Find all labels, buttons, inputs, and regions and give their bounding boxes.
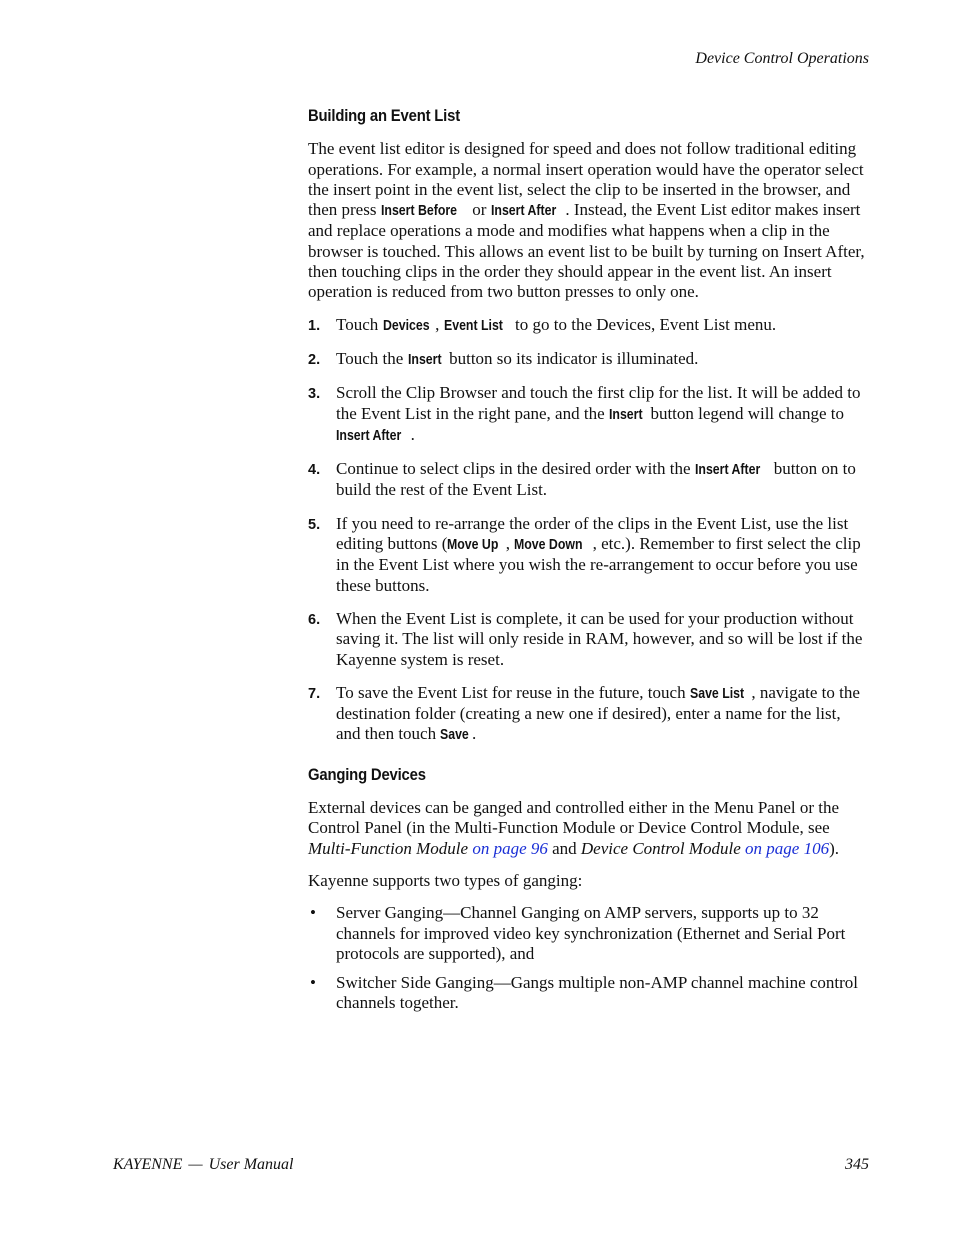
bullet-icon: • [310,973,316,993]
list-item [308,973,868,1014]
step-number: 5. [308,516,321,533]
step-number: 7. [308,685,321,702]
text: . Instead, the Event List editor makes insert and replace operations a mode and modifies what happens when a clip in the browser is touched. This allows an event list to be built by turning on Insert After, then touching clips in the order they should appear in the event list. An insert operation is reduced from two button presses to only one. [308,200,865,302]
step-number: 3. [308,386,321,403]
xref-title-multi-function: Multi-Function Module [308,838,469,858]
text: , [435,314,444,334]
ui-label-insert-after: Insert After [490,203,556,220]
step-number: 1. [308,317,321,334]
page-number: 345 [845,1156,869,1173]
text: To save the Event List for reuse in the future, touch [336,682,690,702]
step-6 [308,609,868,670]
ui-label-save: Save [440,727,470,744]
text: button legend will change to [646,403,845,423]
ui-label-move-down: Move Down [514,537,583,554]
ganging-types-intro: Kayenne supports two types of ganging: [308,870,583,890]
intro-paragraph [308,139,868,302]
xref-link-page-96[interactable]: on page 96 [468,838,548,858]
ui-label-insert-after: Insert After [336,427,402,444]
xref-title-device-control: Device Control Module [580,838,741,858]
text: , navigate to the destination folder (creating a new one if desired), enter a name for the list, and then touch [336,682,860,744]
steps-list [308,315,868,746]
text: . [410,424,415,444]
step-5 [308,514,868,596]
ui-label-event-list: Event List [443,317,503,334]
footer-doc-title [113,1156,293,1174]
text: When the Event List is complete, it can be used for your production without saving it. The list will only reside in RAM, however, and so will be lost if the Kayenne system is reset. [336,608,863,669]
ui-label-devices: Devices [382,317,430,334]
separator: — [188,1156,203,1173]
ui-label-save-list: Save List [689,685,744,702]
text: Touch [336,314,383,334]
step-1 [308,315,868,336]
step-number: 2. [308,351,321,368]
text: button on to build the rest of the Event List. [336,459,856,500]
section-heading-ganging: Ganging Devices [308,765,426,784]
text: The event list editor is designed for speed and does not follow traditional editing operations. For example, a normal insert operation would have the operator select the insert point in the event list, select the clip to be inserted in the browser, and then press [308,139,864,220]
text: Server Ganging—Channel Ganging on AMP servers, supports up to 32 channels for improved video key synchronization (Ethernet and Serial Port protocols are supported), and [336,903,846,963]
running-header: Device Control Operations [695,50,869,67]
text: button so its indicator is illuminated. [444,348,699,368]
step-4 [308,459,868,501]
ui-label-insert-before: Insert Before [380,203,457,220]
step-number: 6. [308,611,321,628]
text: Continue to select clips in the desired order with the [336,459,695,479]
text: Switcher Side Ganging—Gangs multiple non-AMP channel machine control channels together. [336,973,859,1013]
step-7 [308,683,868,746]
ui-label-insert: Insert [407,351,442,368]
step-3 [308,383,868,446]
ganging-paragraph [308,798,868,859]
text: , [505,534,515,554]
text: External devices can be ganged and controlled either in the Menu Panel or the Control Panel (in the Multi-Function Module or Device Control Module, see [308,798,840,838]
section-heading-event-list: Building an Event List [308,107,460,125]
ui-label-move-up: Move Up [447,537,499,554]
text: If you need to re-arrange the order of the clips in the Event List, use the list editing buttons ( [336,513,849,554]
text: and [547,838,581,858]
list-item [308,903,868,964]
bullet-icon: • [310,903,316,923]
step-number: 4. [308,462,321,479]
product-name: KAYENNE [113,1156,183,1173]
page-body [308,106,868,1023]
doc-name: User Manual [208,1156,294,1173]
text: Touch the [336,348,408,368]
ganging-types-list [308,903,868,1013]
text: or [468,200,491,220]
text: to go to the Devices, Event List menu. [510,314,777,334]
ui-label-insert-after: Insert After [694,462,761,479]
ui-label-insert: Insert [608,406,643,423]
xref-link-page-106[interactable]: on page 106 [740,838,830,858]
text: . [472,724,477,744]
text: Scroll the Clip Browser and touch the first clip for the list. It will be added to the Event List in the right pane, and the [336,383,861,423]
text: ). [829,838,840,858]
text: , etc.). Remember to first select the clip in the Event List where you wish the re-arrangement to occur before you use these buttons. [336,534,861,595]
step-2 [308,349,868,370]
